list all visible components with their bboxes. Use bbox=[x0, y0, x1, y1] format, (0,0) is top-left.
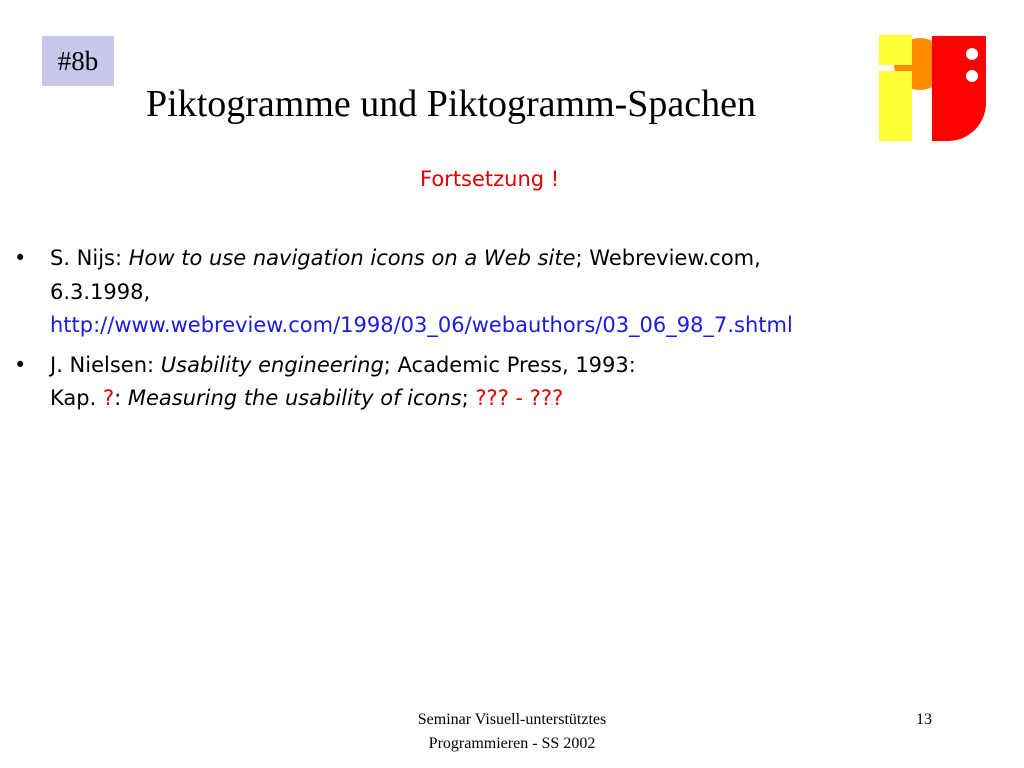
reference-author: S. Nijs: bbox=[50, 246, 129, 270]
footer-line-2: Programmieren - SS 2002 bbox=[428, 735, 596, 752]
logo-white-dot-bottom bbox=[966, 70, 978, 82]
reference-author: J. Nielsen: bbox=[50, 352, 161, 377]
reference-publisher: ; Academic Press, 1993: bbox=[383, 352, 636, 377]
reference-publisher: ; Webreview.com, bbox=[575, 246, 761, 270]
page-number: 13 bbox=[916, 711, 932, 728]
reference-date: 6.3.1998, bbox=[50, 279, 151, 304]
logo-yellow-dot bbox=[879, 35, 912, 65]
chapter-separator: : bbox=[114, 386, 128, 410]
chapter-after: ; bbox=[461, 386, 476, 410]
logo-yellow-stem bbox=[879, 71, 912, 141]
slide-footer bbox=[380, 708, 644, 756]
chapter-number: ? bbox=[102, 386, 115, 410]
slide-tag: #8b bbox=[42, 36, 114, 86]
chapter-prefix: Kap. bbox=[50, 386, 103, 410]
list-item bbox=[14, 349, 1004, 416]
reference-url-link[interactable]: http://www.webreview.com/1998/03_06/webauthors/03_06_98_7.shtml bbox=[50, 313, 793, 337]
logo-white-dot-top bbox=[966, 48, 978, 60]
slide-title: Piktogramme und Piktogramm-Spachen bbox=[146, 83, 757, 125]
subtitle: Fortsetzung ! bbox=[420, 167, 560, 191]
list-item bbox=[14, 242, 1004, 343]
reference-title: Usability engineering bbox=[160, 352, 384, 377]
reference-list bbox=[14, 242, 1004, 422]
logo-red-u bbox=[932, 36, 986, 141]
chapter-title: Measuring the usability of icons bbox=[127, 386, 462, 410]
university-logo-icon bbox=[876, 34, 988, 142]
footer-line-1: Seminar Visuell-unterstütztes bbox=[417, 711, 607, 728]
chapter-pages: ??? - ??? bbox=[475, 386, 564, 410]
bullet-marker: • bbox=[14, 352, 27, 377]
reference-title: How to use navigation icons on a Web site bbox=[128, 246, 576, 270]
bullet-marker: • bbox=[14, 246, 27, 270]
